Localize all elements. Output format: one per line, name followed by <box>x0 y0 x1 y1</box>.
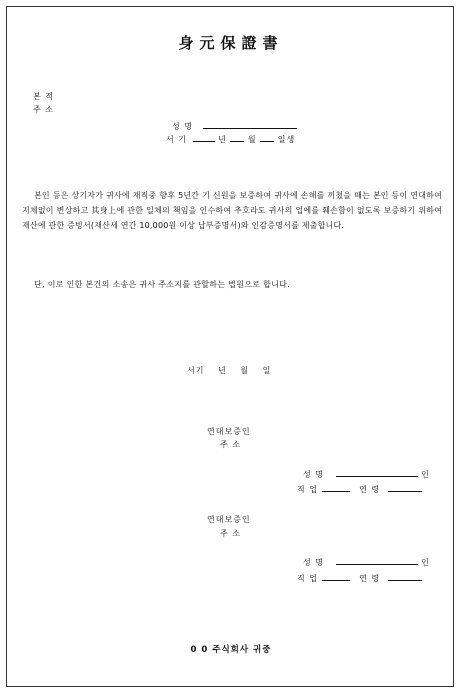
guarantor2-name-blank <box>336 556 418 565</box>
domicile-label: 본 적 <box>33 92 54 101</box>
jurisdiction-paragraph: 단, 이로 인한 본건의 소송은 귀사 주소지를 관할하는 법원으로 합니다. <box>34 280 291 289</box>
guarantor2-seal: 인 <box>421 558 430 567</box>
birth-label: 서 기 <box>166 135 187 144</box>
guarantor1-job-label: 직 업 <box>297 485 318 494</box>
birth-month-label: 월 <box>247 135 257 144</box>
guarantor2-address-label: 주 소 <box>220 529 241 538</box>
guarantor1-job-blank <box>322 483 350 492</box>
birth-day-blank <box>260 133 274 142</box>
date-year: 년 <box>218 366 227 375</box>
date-month: 월 <box>240 366 250 375</box>
guarantor2-title: 연대보증인 <box>207 515 251 524</box>
birth-month-blank <box>230 133 244 142</box>
addressee-footer: 0 0 주식회사 귀중 <box>190 645 272 655</box>
name-blank <box>203 120 297 129</box>
name-label: 성 명 <box>172 122 193 131</box>
guarantor1-seal: 인 <box>421 470 430 479</box>
guarantor2-name-row <box>303 556 430 568</box>
date-day: 일 <box>262 366 272 375</box>
date-line <box>187 365 271 376</box>
guarantor2-job-row <box>297 572 422 584</box>
address-label: 주 소 <box>33 105 54 114</box>
document-title: 身元保證書 <box>178 34 284 52</box>
birth-year-label: 년 <box>218 135 227 144</box>
guarantor2-age-label: 연 령 <box>359 574 381 583</box>
guarantor2-job-blank <box>322 572 350 581</box>
guarantor1-address-label: 주 소 <box>220 440 241 449</box>
birth-year-blank <box>193 133 215 142</box>
guarantor1-name-blank <box>336 468 418 477</box>
document-border <box>6 6 454 687</box>
guarantor1-title: 연대보증인 <box>207 427 251 436</box>
name-row <box>172 120 297 132</box>
date-label: 서기 <box>187 366 205 375</box>
birth-day-label: 일생 <box>277 135 296 144</box>
guarantor1-age-label: 연 령 <box>359 485 381 494</box>
birth-row <box>166 133 295 145</box>
guarantor2-name-label: 성 명 <box>303 558 324 567</box>
guarantor1-job-row <box>297 483 422 495</box>
guarantor1-name-label: 성 명 <box>303 470 324 479</box>
guarantor2-age-blank <box>388 572 422 581</box>
guarantor1-name-row <box>303 468 430 480</box>
guarantor2-job-label: 직 업 <box>297 574 318 583</box>
guarantor1-age-blank <box>388 483 422 492</box>
guarantee-paragraph: 본인 등은 상기자가 귀사에 재직중 향후 5년간 기 신원을 보증하여 귀사에 손해를 끼쳤을 때는 본인 등이 연대하여 지체없이 변상하고 其身上에 관한 일체의 책임을 인수하여 추호라도 귀사의 업에를 훼손함이 없도록 보증하기 위하여 재산에 관한 증빙서(재산세 연간 10,000원 이상 납부증명서)와 인감증명서를 제출합니다. <box>22 191 442 230</box>
